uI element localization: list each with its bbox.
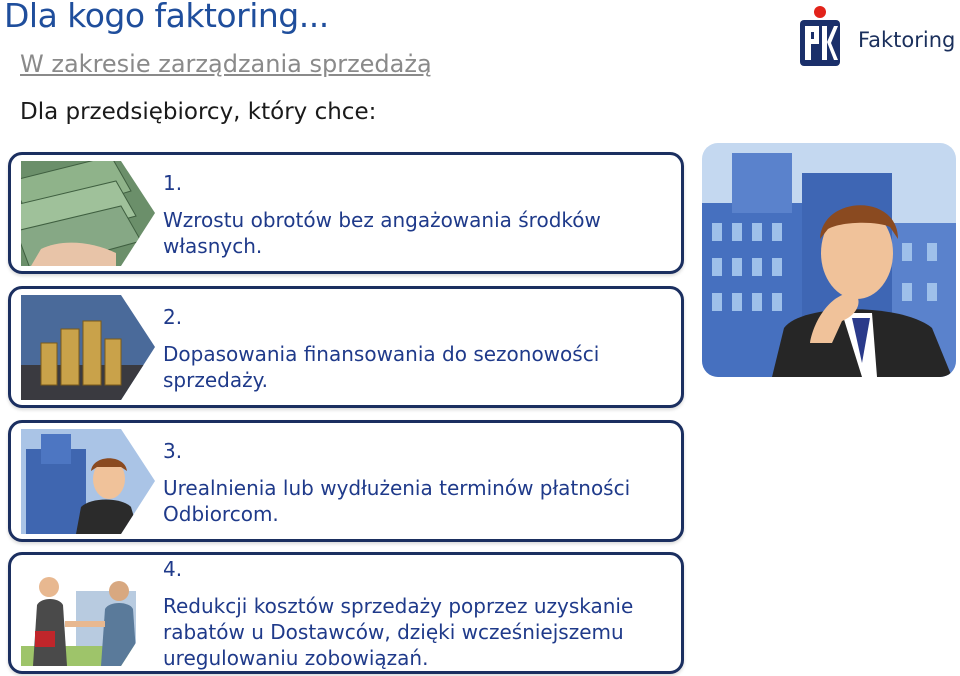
list-item: [8, 286, 684, 408]
item-text: Wzrostu obrotów bez angażowania środków własnych.: [163, 208, 601, 258]
item-number: 2.: [163, 305, 183, 329]
item-text: Dopasowania finansowania do sezonowości sprzedaży.: [163, 342, 600, 392]
thinking-businessman-illustration: [702, 143, 956, 377]
list-item: [8, 420, 684, 542]
section-subtitle: W zakresie zarządzania sprzedażą: [20, 50, 432, 78]
item-number: 4.: [163, 557, 183, 581]
intro-text: Dla przedsiębiorcy, który chce:: [20, 99, 377, 125]
page-title: Dla kogo faktoring...: [4, 0, 329, 35]
item-number: 3.: [163, 439, 183, 463]
item-text: Urealnienia lub wydłużenia terminów płatności Odbiorcom.: [163, 476, 631, 526]
item-number: 1.: [163, 171, 183, 195]
banknotes-image: [21, 161, 155, 266]
list-item: [8, 152, 684, 274]
businessman-image: [21, 429, 155, 534]
list-item: [8, 552, 684, 674]
handshake-image: [21, 561, 155, 666]
item-text: Redukcji kosztów sprzedaży poprzez uzyskanie rabatów u Dostawców, dzięki wcześniejszemu uregulowaniu zobowiązań.: [163, 594, 634, 670]
coin-stacks-image: [21, 295, 155, 400]
logo-brand-text: Faktoring: [858, 28, 956, 52]
